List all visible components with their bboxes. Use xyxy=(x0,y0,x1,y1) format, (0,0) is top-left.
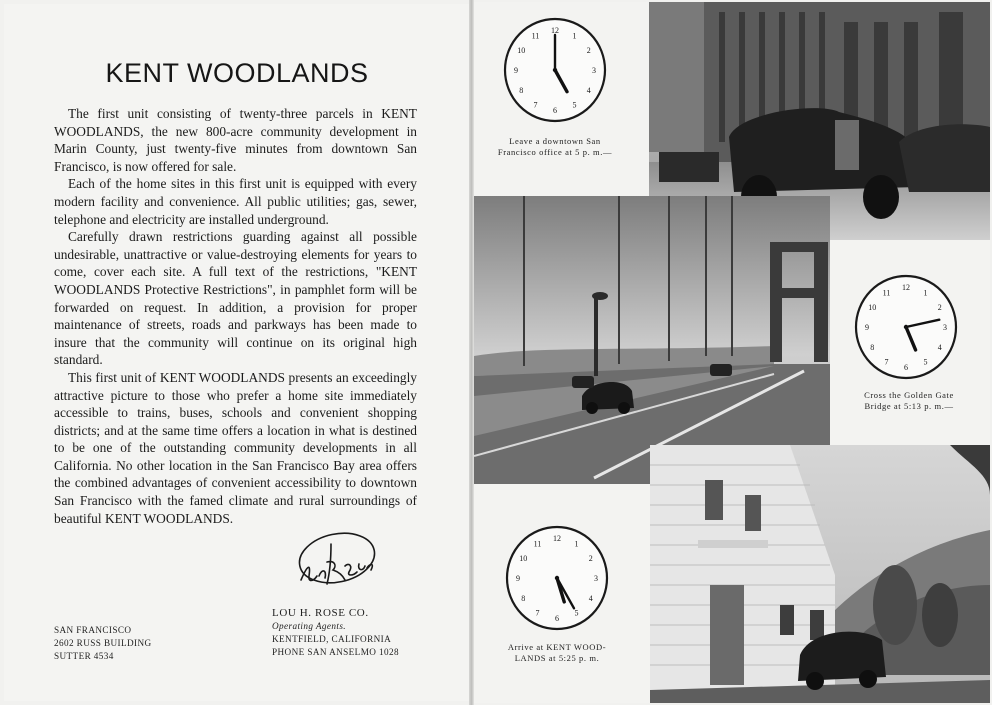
caption-line: Bridge at 5:13 p. m.— xyxy=(864,401,954,411)
clock-numeral: 5 xyxy=(574,608,579,618)
clock-numeral: 1 xyxy=(572,31,577,41)
photo-golden-gate-bridge xyxy=(474,196,830,484)
clock-center-pin xyxy=(904,325,908,329)
company-phone: PHONE SAN ANSELMO 1028 xyxy=(272,647,399,657)
clock-numeral: 3 xyxy=(943,323,947,332)
clock-numeral: 8 xyxy=(870,343,875,352)
address-san-francisco xyxy=(54,624,152,663)
caption-line: Cross the Golden Gate xyxy=(864,390,954,400)
clock-numeral: 5 xyxy=(923,357,928,367)
clock-numeral: 10 xyxy=(868,303,877,312)
paragraph-1: The first unit consisting of twenty-three parcels in KENT WOODLANDS, the new 800-acre community development in Marin County, just twenty-five minutes from downtown San Francisco, is now offered for sale. xyxy=(54,106,417,174)
clock-numeral: 1 xyxy=(574,539,579,549)
caption-leave-office xyxy=(474,136,636,158)
clock-numeral: 8 xyxy=(519,86,524,95)
left-page xyxy=(4,4,470,701)
clock-numeral: 7 xyxy=(533,100,538,110)
clock-center-pin xyxy=(555,576,559,580)
clock-numeral: 6 xyxy=(904,363,908,372)
caption-line: Francisco office at 5 p. m.— xyxy=(497,147,613,157)
caption-line: Leave a downtown San xyxy=(509,136,601,146)
clock-numeral: 4 xyxy=(937,343,942,352)
clock-face-3 xyxy=(503,522,611,634)
caption-arrive xyxy=(482,642,632,664)
paragraph-2: Each of the home sites in this first unit is equipped with every modern facility and convenience. All public utilities; gas, sewer, telephone and electricity are installed underground. xyxy=(54,176,417,227)
clock-numeral: 2 xyxy=(586,46,591,55)
clock-face-1 xyxy=(501,14,609,126)
clock-numeral: 2 xyxy=(588,554,593,563)
caption-line: Arrive at KENT WOOD- xyxy=(507,642,607,652)
clock-numeral: 10 xyxy=(517,46,526,55)
clock-numeral: 9 xyxy=(514,66,518,75)
page-title: KENT WOODLANDS xyxy=(105,58,369,88)
clock-center-pin xyxy=(553,68,557,72)
clock-numeral: 4 xyxy=(588,594,593,603)
clock-numeral: 7 xyxy=(535,608,540,618)
clock-face-2 xyxy=(852,271,960,383)
clock-numeral: 11 xyxy=(531,31,540,41)
right-page xyxy=(474,2,990,703)
clock-numeral: 6 xyxy=(555,614,559,623)
clock-numeral: 9 xyxy=(516,574,520,583)
clock-numeral: 10 xyxy=(519,554,528,563)
address-line: SUTTER 4534 xyxy=(54,651,114,661)
clock-numeral: 2 xyxy=(937,303,942,312)
address-line: 2602 RUSS BUILDING xyxy=(54,638,152,648)
clock-numeral: 5 xyxy=(572,100,577,110)
body-text xyxy=(54,105,417,527)
clock-numeral: 6 xyxy=(553,106,557,115)
signature-image xyxy=(287,532,379,594)
address-line: SAN FRANCISCO xyxy=(54,625,132,635)
company-role: Operating Agents. xyxy=(272,621,347,631)
clock-numeral: 12 xyxy=(551,26,559,35)
clock-numeral: 11 xyxy=(533,539,542,549)
clock-numeral: 12 xyxy=(553,534,561,543)
clock-numeral: 9 xyxy=(865,323,869,332)
company-name: LOU H. ROSE CO. xyxy=(272,607,369,619)
clock-numeral: 4 xyxy=(586,86,591,95)
company-city: KENTFIELD, CALIFORNIA xyxy=(272,634,392,644)
address-kentfield xyxy=(272,607,399,659)
clock-numeral: 8 xyxy=(521,594,526,603)
clock-numeral: 3 xyxy=(592,66,596,75)
photo-kent-woodlands-house xyxy=(650,445,990,703)
clock-numeral: 12 xyxy=(902,283,910,292)
caption-line: LANDS at 5:25 p. m. xyxy=(514,653,600,663)
paragraph-4: This first unit of KENT WOODLANDS presents an exceedingly attractive picture to those who prefer a home site immediately accessible to trains, buses, schools and convenient shopping districts; and at the same time offers a location in what is destined to be one of the outstanding community developments in all California. No other location in the San Francisco Bay area offers the combined advantages of convenient accessibility to downtown San Francisco with the famed climate and rural surroundings of beautiful KENT WOODLANDS. xyxy=(54,369,417,526)
clock-numeral: 1 xyxy=(923,288,928,298)
caption-cross-bridge xyxy=(834,390,984,412)
clock-numeral: 7 xyxy=(884,357,889,367)
paragraph-3: Carefully drawn restrictions guarding against all possible undesirable, unattractive or value-destroying elements for years to come, cover each site. A full text of the restrictions, "KENT WOODLANDS Protective Restrictions", in pamphlet form will be forwarded on request. In addition, a provision for proper maintenance of streets, roads and parkways has been made to insure that the community will continue on its original high standard. xyxy=(54,229,417,368)
clock-numeral: 11 xyxy=(882,288,891,298)
clock-numeral: 3 xyxy=(594,574,598,583)
